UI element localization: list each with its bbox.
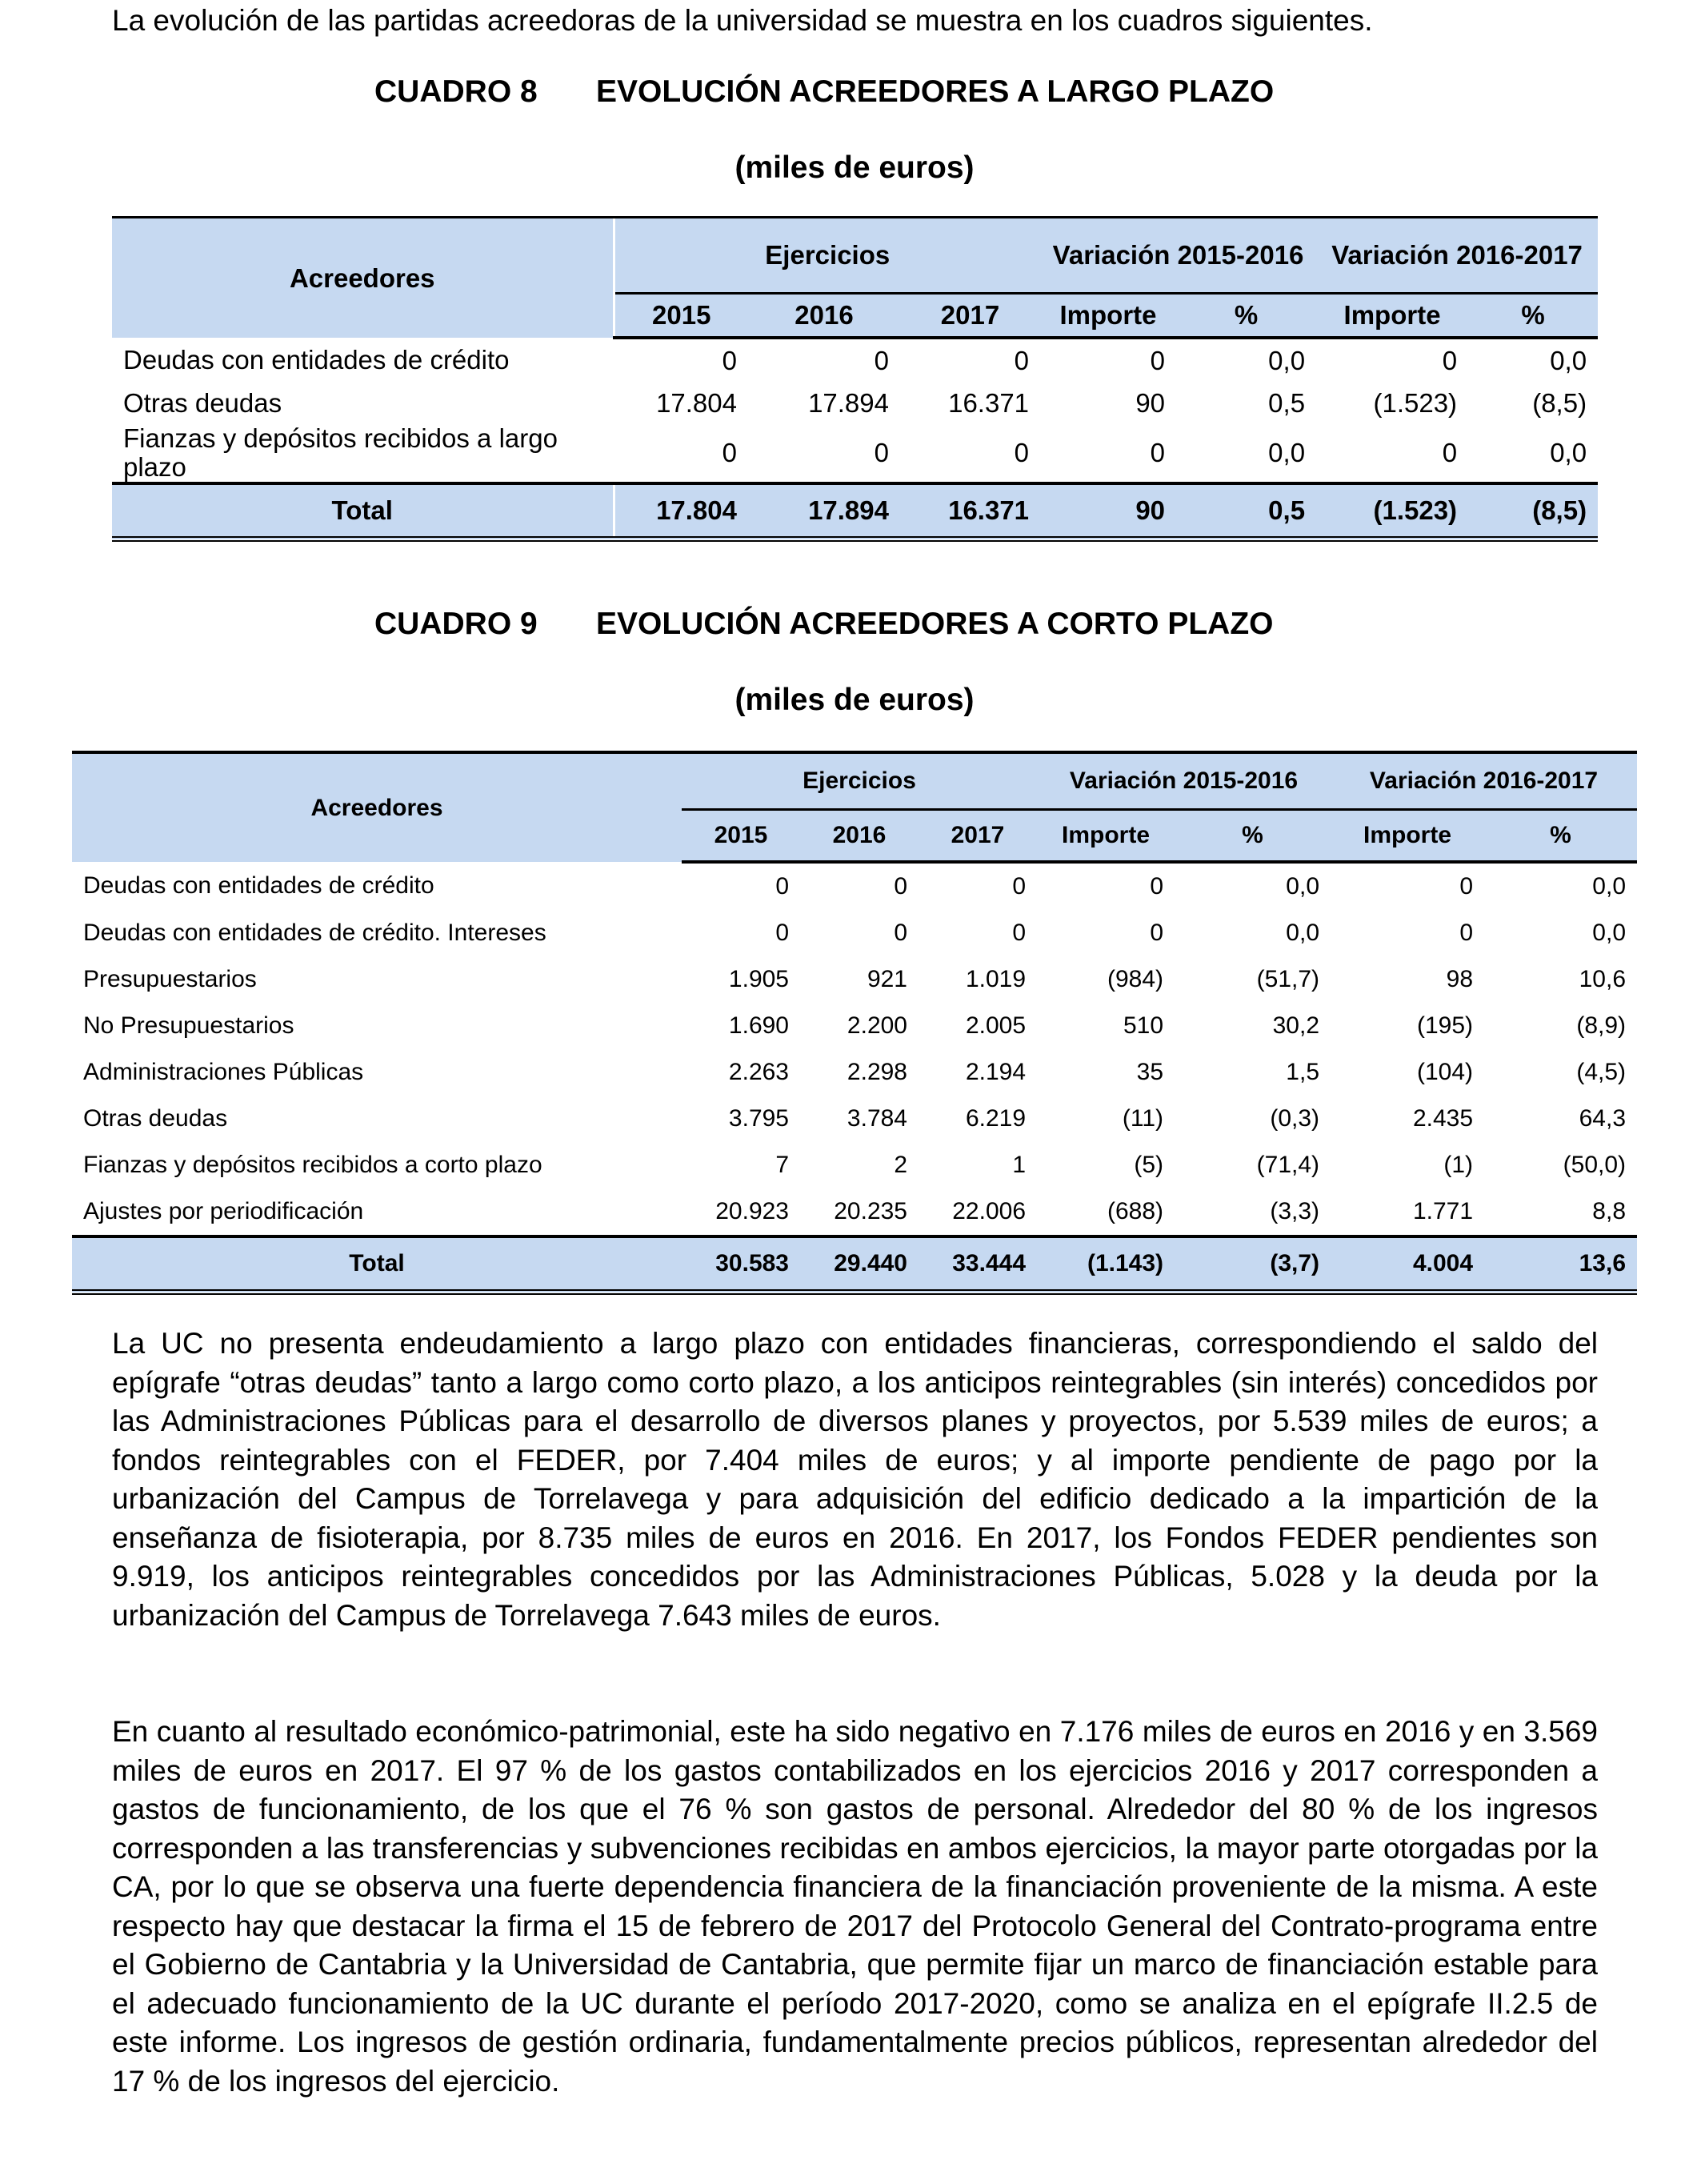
cell: 17.894 (808, 387, 889, 418)
table-row (72, 1049, 1637, 1096)
cell: 30,2 (1272, 1012, 1320, 1039)
cell: (1) (1443, 1152, 1474, 1178)
cell: 0 (1012, 873, 1027, 900)
cell: 6.219 (965, 1105, 1027, 1132)
table-row (72, 1142, 1637, 1188)
cell: 2.435 (1412, 1105, 1474, 1132)
header-pct: % (1468, 294, 1598, 339)
cell: 0 (722, 438, 737, 467)
row-label: Fianzas y depósitos recibidos a corto plazo (83, 1152, 542, 1178)
table-row (72, 1003, 1637, 1049)
row-label: Deudas con entidades de crédito (83, 872, 434, 899)
cell: 90 (1040, 483, 1176, 539)
cell: 921 (867, 966, 907, 992)
cell: 2 (894, 1152, 907, 1178)
cell: 0 (1442, 345, 1458, 375)
cell: 4.004 (1331, 1236, 1484, 1292)
cell: 0 (1012, 920, 1027, 946)
cell: 8,8 (1592, 1198, 1627, 1224)
cell: 0 (1459, 873, 1474, 900)
header-2016: 2016 (800, 810, 919, 863)
cell: 0 (775, 873, 789, 900)
cell: 0,0 (1592, 873, 1627, 900)
paragraph-resultado: En cuanto al resultado económico-patrimonial, este ha sido negativo en 7.176 miles de euros en 2016 y en 3.569 miles de euros en 2017. El 97 % de los gastos contabilizados en los ejercicios 2016 y 2017 corresponden a gastos de funcionamiento, de los que el 76 % son gastos de personal. Alrededor del 80 % de los ingresos corresponden a las transferencias y subvenciones recibidas en ambos ejercicios, la mayor parte otorgadas por la CA, por lo que se observa una fuerte dependencia financiera de la financiación proveniente de la misma. A este respecto hay que destacar la firma el 15 de febrero de 2017 del Protocolo General del Contrato-programa entre el Gobierno de Cantabria y la Universidad de Cantabria, que permite fijar un marco de financiación estable para el adecuado funcionamiento de la UC durante el período 2017-2020, como se analiza en el epígrafe II.2.5 de este informe. Los ingresos de gestión ordinaria, fundamentalmente precios públicos, representan alrededor del 17 % de los ingresos del ejercicio. (112, 1715, 1598, 2098)
cell: 1 (1012, 1152, 1027, 1178)
row-label: Administraciones Públicas (83, 1059, 364, 1085)
cell: 22.006 (952, 1198, 1027, 1224)
row-label: Deudas con entidades de crédito (123, 344, 510, 375)
cuadro9-number: CUADRO 9 (374, 607, 538, 641)
cell: 0 (1014, 345, 1030, 375)
cell: (5) (1134, 1152, 1164, 1178)
cell: 1,5 (1286, 1059, 1320, 1085)
cell: (3,7) (1175, 1236, 1331, 1292)
cell: (0,3) (1270, 1105, 1320, 1132)
row-label: Presupuestarios (83, 966, 257, 992)
row-label: Otras deudas (83, 1105, 228, 1132)
cell: (984) (1107, 966, 1164, 992)
header-variacion-2015-2016: Variación 2015-2016 (1040, 218, 1316, 294)
row-label: Ajustes por periodificación (83, 1198, 364, 1224)
cell: 2.005 (965, 1012, 1027, 1039)
cell: 0 (894, 920, 907, 946)
cell: (688) (1107, 1198, 1164, 1224)
cell: 1.690 (728, 1012, 789, 1039)
cell: 2.263 (728, 1059, 789, 1085)
header-ejercicios: Ejercicios (682, 752, 1037, 810)
cell: 16.371 (948, 387, 1030, 418)
cell: 20.235 (834, 1198, 907, 1224)
cell: 0 (1150, 920, 1164, 946)
cell: 510 (1123, 1012, 1164, 1039)
cell: (71,4) (1256, 1152, 1320, 1178)
cell: 0 (1014, 438, 1030, 467)
header-2017: 2017 (900, 294, 1040, 339)
paragraph-endeudamiento: La UC no presenta endeudamiento a largo plazo con entidades financieras, correspondiendo el saldo del epígrafe “otras deudas” tanto a largo como corto plazo, a los anticipos reintegrables (sin interés) concedidos por las Administraciones Públicas para el desarrollo de diversos planes y proyectos, por 5.539 miles de euros; a fondos reintegrables con el FEDER, por 7.404 miles de euros; y al importe pendiente de pago por la urbanización del Campus de Torrelavega y para adquisición del edificio dedicado a la impartición de la enseñanza de fisioterapia, por 8.735 miles de euros en 2016. En 2017, los Fondos FEDER pendientes son 9.919, los anticipos reintegrables concedidos por las Administraciones Públicas, 5.028 y la deuda por la urbanización del Campus de Torrelavega 7.643 miles de euros. (112, 1327, 1598, 1632)
table-row (112, 424, 1598, 483)
cell: 2.200 (846, 1012, 907, 1039)
header-importe: Importe (1040, 294, 1176, 339)
cell: (51,7) (1256, 966, 1320, 992)
table-row (72, 1096, 1637, 1142)
total-row (72, 1236, 1637, 1292)
row-label: No Presupuestarios (83, 1012, 294, 1039)
table-row (112, 338, 1598, 382)
cell: 0 (1459, 920, 1474, 946)
header-variacion-2016-2017: Variación 2016-2017 (1331, 752, 1637, 810)
cell: 2.298 (846, 1059, 907, 1085)
header-pct: % (1484, 810, 1637, 863)
cell: 0,5 (1268, 387, 1306, 418)
intro-text: La evolución de las partidas acreedoras de la universidad se muestra en los cuadros siguientes. (112, 4, 1373, 37)
header-importe: Importe (1037, 810, 1175, 863)
cell: 0 (1150, 438, 1166, 467)
header-importe: Importe (1316, 294, 1468, 339)
cell: 30.583 (682, 1236, 800, 1292)
table-row (72, 910, 1637, 956)
header-variacion-2016-2017: Variación 2016-2017 (1316, 218, 1598, 294)
cell: (104) (1416, 1059, 1474, 1085)
header-2015: 2015 (682, 810, 800, 863)
table-row (72, 1188, 1637, 1236)
cell: 0,0 (1286, 920, 1320, 946)
cell: (8,5) (1468, 483, 1598, 539)
header-variacion-2015-2016: Variación 2015-2016 (1037, 752, 1331, 810)
cell: 3.784 (846, 1105, 907, 1132)
row-label: Fianzas y depósitos recibidos a largo plazo (123, 423, 558, 482)
cell: 0 (1150, 345, 1166, 375)
cell: 0 (775, 920, 789, 946)
cell: 0,0 (1268, 438, 1306, 467)
header-2016: 2016 (748, 294, 900, 339)
cell: 64,3 (1579, 1105, 1627, 1132)
total-label: Total (112, 483, 614, 539)
cuadro8-table (112, 216, 1598, 542)
cell: 98 (1446, 966, 1474, 992)
cell: 0,0 (1592, 920, 1627, 946)
header-importe: Importe (1331, 810, 1484, 863)
cell: 10,6 (1579, 966, 1627, 992)
header-acreedores: Acreedores (112, 218, 614, 339)
cell: (1.523) (1373, 387, 1458, 418)
cell: 20.923 (715, 1198, 789, 1224)
header-2015: 2015 (614, 294, 748, 339)
cell: 16.371 (900, 483, 1040, 539)
table-row (72, 862, 1637, 910)
table-row (72, 956, 1637, 1003)
cuadro8-subtitle: (miles de euros) (734, 150, 975, 185)
cell: 3.795 (728, 1105, 789, 1132)
header-pct: % (1175, 810, 1331, 863)
cell: 1.905 (728, 966, 789, 992)
cuadro8-number: CUADRO 8 (374, 74, 538, 109)
cell: 17.804 (656, 387, 737, 418)
cell: 29.440 (800, 1236, 919, 1292)
cell: 7 (775, 1152, 789, 1178)
header-ejercicios: Ejercicios (614, 218, 1040, 294)
row-label: Otras deudas (123, 387, 282, 418)
cell: 33.444 (919, 1236, 1037, 1292)
cell: 0,0 (1550, 345, 1587, 375)
cell: (4,5) (1576, 1059, 1627, 1085)
cell: 0 (722, 345, 737, 375)
cell: (8,5) (1532, 387, 1587, 418)
header-pct: % (1176, 294, 1316, 339)
cell: (11) (1122, 1105, 1164, 1132)
header-acreedores: Acreedores (72, 752, 682, 862)
row-label: Deudas con entidades de crédito. Intereses (83, 920, 546, 946)
cell: (3,3) (1270, 1198, 1320, 1224)
cell: 90 (1135, 387, 1166, 418)
header-2017: 2017 (919, 810, 1037, 863)
cell: 13,6 (1484, 1236, 1637, 1292)
cell: 17.894 (748, 483, 900, 539)
cuadro9-table (72, 751, 1637, 1295)
cell: (1.523) (1316, 483, 1468, 539)
table-row (112, 382, 1598, 424)
cell: 0,0 (1550, 438, 1587, 467)
cuadro8-title: EVOLUCIÓN ACREEDORES A LARGO PLAZO (596, 74, 1275, 109)
cell: (1.143) (1037, 1236, 1175, 1292)
cell: 2.194 (965, 1059, 1027, 1085)
cell: 0,5 (1176, 483, 1316, 539)
cell: 1.771 (1412, 1198, 1474, 1224)
cell: 0 (1150, 873, 1164, 900)
cell: 0 (874, 345, 889, 375)
cell: (8,9) (1576, 1012, 1627, 1039)
cell: (195) (1416, 1012, 1474, 1039)
total-row (112, 483, 1598, 539)
cell: (50,0) (1563, 1152, 1627, 1178)
cell: 0,0 (1268, 345, 1306, 375)
cuadro9-title: EVOLUCIÓN ACREEDORES A CORTO PLAZO (596, 607, 1274, 641)
cell: 17.804 (614, 483, 748, 539)
cuadro9-subtitle: (miles de euros) (734, 683, 975, 717)
cell: 0 (1442, 438, 1458, 467)
cell: 0,0 (1286, 873, 1320, 900)
cell: 35 (1136, 1059, 1164, 1085)
cell: 0 (874, 438, 889, 467)
total-label: Total (72, 1236, 682, 1292)
cell: 1.019 (965, 966, 1027, 992)
cell: 0 (894, 873, 907, 900)
